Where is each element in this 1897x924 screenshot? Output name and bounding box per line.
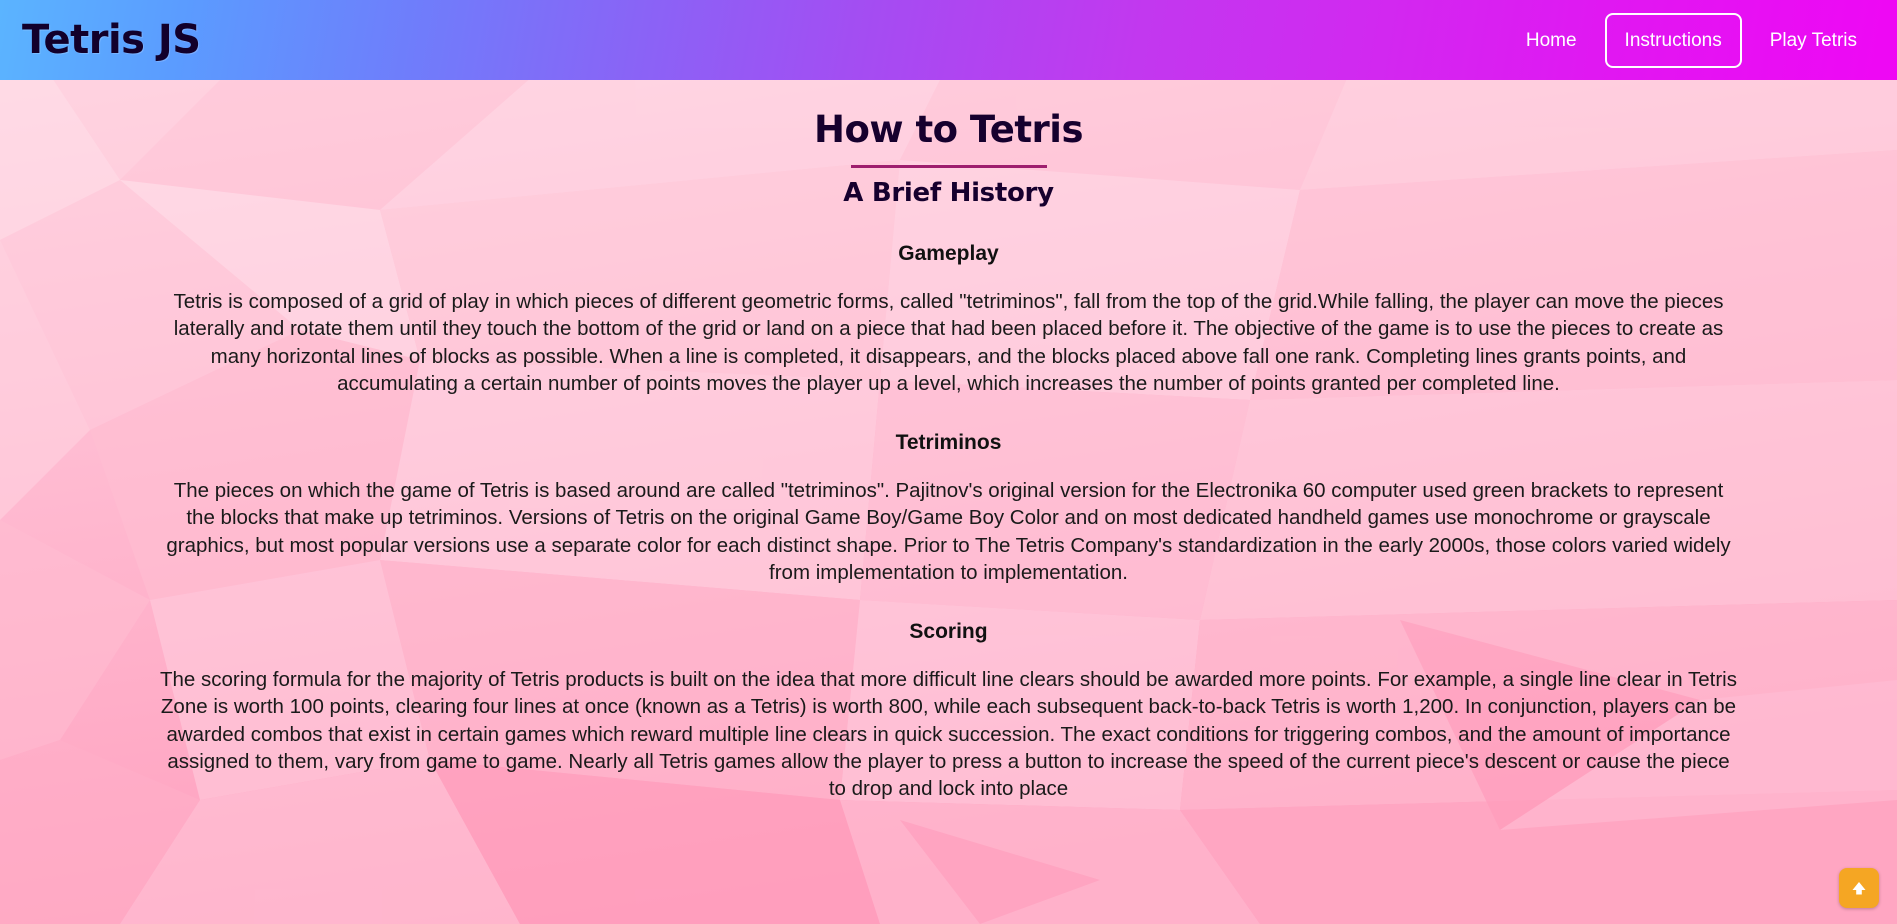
section-body-gameplay: Tetris is composed of a grid of play in which pieces of different geometric forms, called "tetriminos", fall from the top of the grid.While falling, the player can move the pieces laterally and rotate them until they touch the bottom of the grid or land on a piece that had been placed before it. The objective of the game is to use the pieces to create as many horizontal lines of blocks as possible. When a line is completed, it disappears, and the blocks placed above fall one rank. Completing lines grants points, and accumulating a certain number of points moves the player up a level, which increases the number of points granted per completed line. (173, 290, 1724, 395)
section-body-tetriminos: The pieces on which the game of Tetris is based around are called "tetriminos". Pajitnov's original version for the Electronika 60 computer used green brackets to represent the blocks that make up tetriminos. Versions of Tetris on the original Game Boy/Game Boy Color and on most dedicated handheld games use monochrome or grayscale graphics, but most popular versions use a separate color for each distinct shape. Prior to The Tetris Company's standardization in the early 2000s, those colors varied widely from implementation to implementation. (166, 479, 1731, 584)
section-heading-tetriminos: Tetriminos (895, 431, 1002, 454)
section-gameplay (0, 242, 1897, 397)
page-subtitle: A Brief History (843, 178, 1054, 208)
brand-logo[interactable]: Tetris JS (22, 17, 201, 63)
nav-link-home[interactable]: Home (1525, 29, 1577, 51)
section-body-scoring: The scoring formula for the majority of Tetris products is built on the idea that more difficult line clears should be awarded more points. For example, a single line clear in Tetris Zone is worth 100 points, clearing four lines at once (known as a Tetris) is worth 800, while each subsequent back-to-back Tetris is worth 1,200. In conjunction, players can be awarded combos that exist in certain games which reward multiple line clears in quick succession. The exact conditions for triggering combos, and the amount of importance assigned to them, vary from game to game. Nearly all Tetris games allow the player to press a button to increase the speed of the current piece's descent or cause the piece to drop and lock into place (160, 668, 1737, 800)
main-content (0, 80, 1897, 802)
nav-link-play-tetris[interactable]: Play Tetris (1769, 29, 1857, 51)
navbar (0, 0, 1897, 80)
page-title: How to Tetris (814, 108, 1083, 151)
scroll-to-top-button[interactable] (1839, 868, 1879, 908)
section-heading-scoring: Scoring (909, 620, 988, 643)
section-heading-gameplay: Gameplay (898, 242, 999, 265)
arrow-up-icon (1850, 879, 1868, 897)
nav-links (1508, 13, 1875, 68)
nav-link-instructions[interactable]: Instructions (1605, 13, 1742, 68)
section-tetriminos (0, 431, 1897, 586)
title-divider (851, 165, 1047, 168)
section-scoring (0, 620, 1897, 802)
